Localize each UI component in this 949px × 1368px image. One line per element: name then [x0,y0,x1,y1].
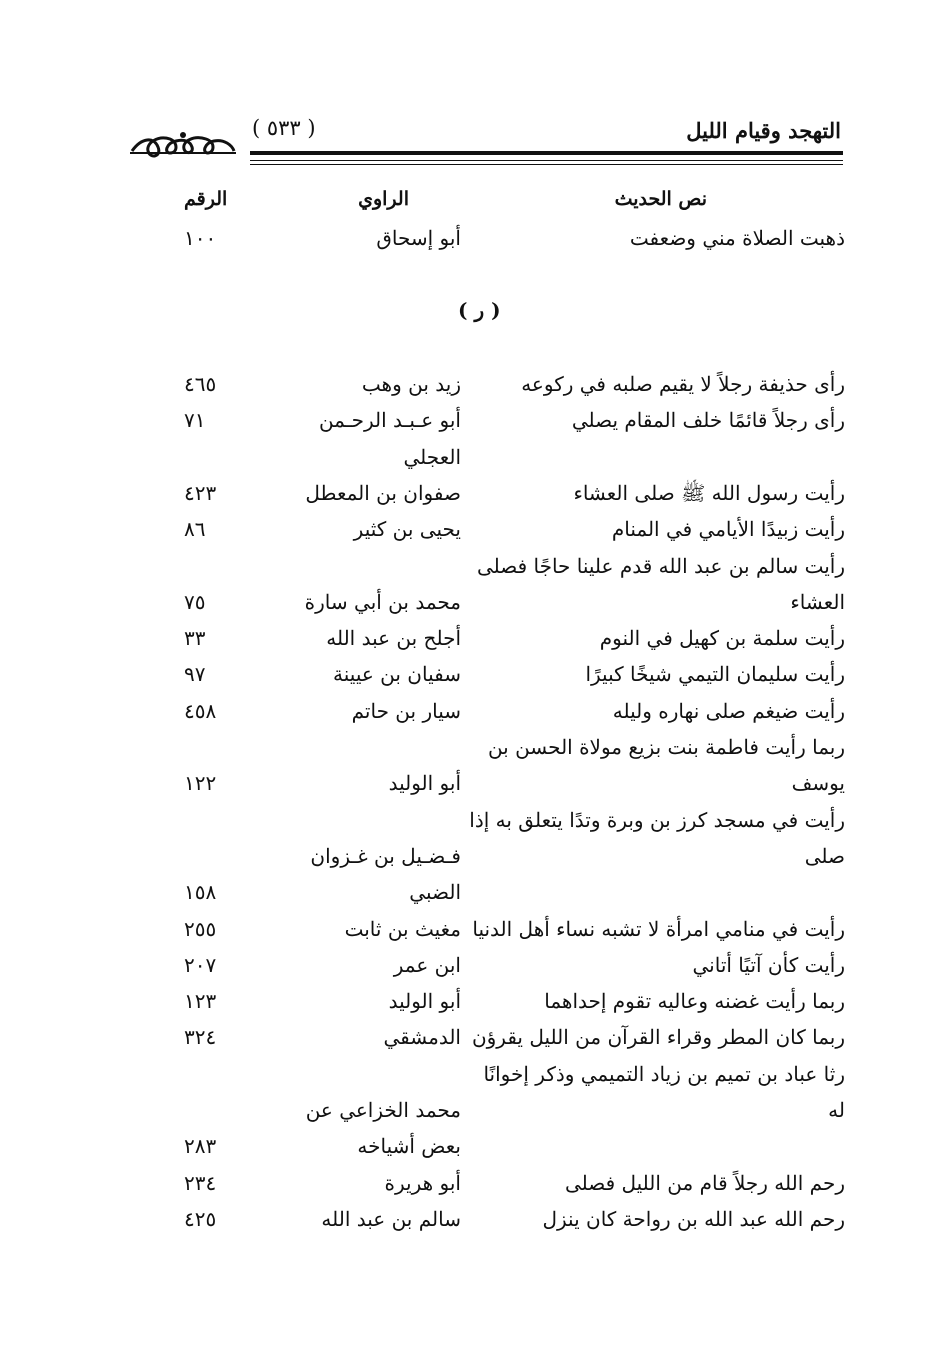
narrator-name: الدمشقي [383,1025,461,1049]
hadith-number [184,548,230,584]
hadith-number: ١٥٨ [184,880,217,904]
column-header-number: الرقم [184,188,228,210]
narrator-name: سيار بن حاتم [351,699,461,723]
hadith-number: ٢٨٣ [184,1134,217,1158]
hadith-number: ١٢٣ [184,989,217,1013]
column-header-hadith: نص الحديث [614,188,707,210]
hadith-number [184,1056,230,1092]
page-number: ( ٥٣٣ ) [252,116,316,140]
hadith-number: ٨٦ [184,517,206,541]
hadith-text: رأيت كأن آتيًا أتاني [692,953,845,977]
narrator-name: أبو عـبـد الرحـمن [318,408,461,432]
narrator-name: أبو هريرة [384,1171,461,1195]
narrator-name: زيد بن وهب [361,372,461,396]
narrator-name: أبو إسحاق [376,226,461,250]
hadith-number: ٤٥٨ [184,699,217,723]
hadith-text: رأيت ضيغم صلى نهاره وليله [612,699,845,723]
hadith-number: ٤٢٣ [184,481,217,505]
hadith-text: يوسف [791,771,845,795]
header-rule-thin-2 [250,164,843,165]
hadith-text: رأيت سليمان التيمي شيخًا كبيرًا [585,662,845,686]
hadith-text: رأى حذيفة رجلاً لا يقيم صلبه في ركوعه [521,372,845,396]
decorative-flourish-icon [128,127,238,161]
hadith-number: ٣٣ [184,626,206,650]
hadith-number: ٧٥ [184,590,206,614]
hadith-text: رثا عباد بن تميم بن زياد التميمي وذكر إخوانًا [483,1062,845,1086]
narrator-name: فـضـيل بن غـزوان [310,844,461,868]
column-header-narrator: الراوي [358,188,409,210]
hadith-text: رأيت سالم بن عبد الله قدم علينا حاجًا فصلى [476,554,845,578]
hadith-text: رأيت زبيدًا الأيامي في المنام [611,517,845,541]
hadith-text: رأيت في منامي امرأة لا تشبه نساء أهل الدنيا [472,917,845,941]
narrator-name: محمد الخزاعي عن [305,1098,461,1122]
header-rule-thin [250,160,843,161]
hadith-number: ٩٧ [184,662,206,686]
narrator-name: أبو الوليد [388,771,461,795]
hadith-number: ٤٦٥ [184,372,217,396]
hadith-number: ٢٣٤ [184,1171,217,1195]
hadith-text: العشاء [790,590,845,614]
running-title: التهجد وقيام الليل [686,118,841,143]
hadith-number [184,838,230,874]
hadith-number: ٢٥٥ [184,917,217,941]
narrator-name: بعض أشياخه [357,1134,461,1158]
narrator-name: أجلح بن عبد الله [326,626,461,650]
hadith-text: رأيت سلمة بن كهيل في النوم [599,626,845,650]
hadith-number: ٤٢٥ [184,1207,217,1231]
hadith-text: له [828,1098,845,1122]
narrator-name: محمد بن أبي سارة [304,590,461,614]
hadith-text: رأيت في مسجد كرز بن وبرة وتدًا يتعلق به إذا [469,808,845,832]
narrator-name: سفيان بن عيينة [333,662,461,686]
hadith-text: صلى [804,844,845,868]
hadith-number [184,439,230,475]
hadith-number [184,729,230,765]
hadith-text: ربما رأيت فاطمة بنت بزيع مولاة الحسن بن [487,735,845,759]
narrator-name: ابن عمر [393,953,461,977]
hadith-number [184,1092,230,1128]
hadith-number: ١٢٢ [184,771,217,795]
narrator-name: مغيث بن ثابت [344,917,461,941]
narrator-name: يحيى بن كثير [353,517,461,541]
header-rule [250,151,843,155]
hadith-number: ٣٢٤ [184,1025,217,1049]
narrator-name: أبو الوليد [388,989,461,1013]
hadith-text: رأيت رسول الله ﷺ صلى العشاء [573,481,845,505]
hadith-number: ٢٠٧ [184,953,217,977]
hadith-text: ربما كان المطر وقراء القرآن من الليل يقرؤن [471,1025,845,1049]
hadith-text: ذهبت الصلاة مني وضعفت [629,226,845,250]
section-letter: ( ر ) [458,298,501,322]
hadith-number: ٧١ [184,408,206,432]
hadith-text: رأى رجلاً قائمًا خلف المقام يصلي [571,408,845,432]
hadith-number [184,802,230,838]
narrator-name: صفوان بن المعطل [305,481,461,505]
hadith-number: ١٠٠ [184,226,217,250]
hadith-text: رحم الله عبد الله بن رواحة كان ينزل [542,1207,845,1231]
narrator-name: الضبي [409,880,461,904]
narrator-name: العجلي [403,445,461,469]
narrator-name: سالم بن عبد الله [321,1207,461,1231]
hadith-text: رحم الله رجلاً قام من الليل فصلى [564,1171,845,1195]
hadith-text: ربما رأيت غضنه وعاليه تقوم إحداهما [544,989,845,1013]
